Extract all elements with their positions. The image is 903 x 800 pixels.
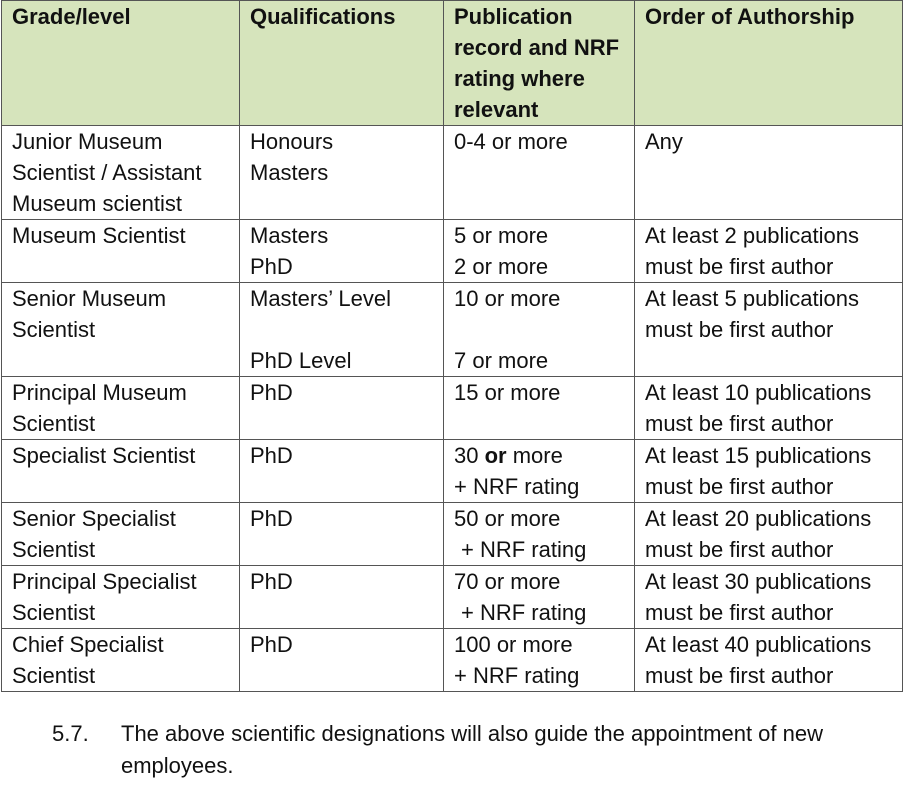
- section-text: The above scientific designations will also guide the appointment of new employees.: [121, 721, 823, 778]
- authorship-line: At least 20 publications: [645, 506, 872, 531]
- publication-line: 2 or more: [454, 254, 549, 279]
- authorship-cell: [635, 377, 903, 440]
- publication-emphasis: or: [484, 443, 507, 468]
- publication-line: 5 or more: [454, 223, 549, 248]
- grade-cell: [2, 629, 240, 692]
- scientific-designations-table: [1, 0, 903, 692]
- grade-line: Chief Specialist: [12, 632, 164, 657]
- publication-cell: [444, 440, 635, 503]
- header-publication-line: Publication: [454, 4, 573, 29]
- authorship-line: must be first author: [645, 411, 834, 436]
- authorship-line: At least 2 publications: [645, 223, 860, 248]
- publication-cell: [444, 377, 635, 440]
- table-row: [2, 440, 903, 503]
- authorship-cell: [635, 283, 903, 377]
- header-grade-level: Grade/level: [2, 1, 240, 126]
- publication-cell: [444, 220, 635, 283]
- publication-count: 30: [454, 443, 485, 468]
- qualification-cell: [240, 440, 444, 503]
- grade-cell: [2, 126, 240, 220]
- publication-cell: [444, 629, 635, 692]
- publication-line: 15 or more: [454, 380, 561, 405]
- publication-line: + NRF rating: [461, 537, 587, 562]
- grade-cell: [2, 283, 240, 377]
- qualification-cell: [240, 377, 444, 440]
- grade-line: Scientist: [12, 663, 96, 688]
- grade-line: Specialist Scientist: [12, 443, 196, 468]
- publication-line: + NRF rating: [454, 663, 580, 688]
- grade-line: Scientist: [12, 537, 96, 562]
- grade-cell: [2, 566, 240, 629]
- publication-line: + NRF rating: [454, 474, 580, 499]
- authorship-cell: [635, 126, 903, 220]
- publication-line: 100 or more: [454, 632, 573, 657]
- authorship-line: must be first author: [645, 317, 834, 342]
- authorship-line: must be first author: [645, 254, 834, 279]
- authorship-line: At least 5 publications: [645, 286, 860, 311]
- qualification-cell: [240, 629, 444, 692]
- spacer: [454, 314, 630, 345]
- header-order-of-authorship: Order of Authorship: [635, 1, 903, 126]
- qualification-line: PhD: [250, 632, 293, 657]
- qualification-line: PhD: [250, 380, 293, 405]
- publication-line: 10 or more: [454, 286, 561, 311]
- grade-line: Museum scientist: [12, 191, 182, 216]
- publication-line: + NRF rating: [461, 600, 587, 625]
- publication-line: 70 or more: [454, 569, 561, 594]
- authorship-line: must be first author: [645, 474, 834, 499]
- qualification-cell: [240, 566, 444, 629]
- header-publication-line: NRF rating: [454, 35, 620, 91]
- authorship-line: At least 30 publications: [645, 569, 872, 594]
- authorship-line: must be first author: [645, 663, 834, 688]
- table-row: [2, 503, 903, 566]
- qualification-line: Masters’ Level: [250, 286, 392, 311]
- qualification-line: PhD Level: [250, 348, 352, 373]
- authorship-cell: [635, 503, 903, 566]
- grade-cell: [2, 503, 240, 566]
- grade-line: Principal Specialist: [12, 569, 197, 594]
- header-publication-line: where relevant: [454, 66, 585, 122]
- qualification-line: PhD: [250, 569, 293, 594]
- authorship-line: At least 15 publications: [645, 443, 872, 468]
- publication-line: [454, 440, 630, 471]
- qualification-cell: [240, 503, 444, 566]
- table-row: [2, 377, 903, 440]
- qualification-cell: [240, 283, 444, 377]
- qualification-cell: [240, 126, 444, 220]
- publication-line: 50 or more: [454, 506, 561, 531]
- header-publication-line: record and: [454, 35, 568, 60]
- publication-suffix: more: [506, 443, 563, 468]
- header-qualifications: Qualifications: [240, 1, 444, 126]
- grade-line: Scientist: [12, 411, 96, 436]
- table-row: [2, 220, 903, 283]
- authorship-line: must be first author: [645, 537, 834, 562]
- grade-line: Principal Museum: [12, 380, 187, 405]
- authorship-cell: [635, 566, 903, 629]
- authorship-cell: [635, 440, 903, 503]
- authorship-line: must be first author: [645, 600, 834, 625]
- qualification-line: Masters: [250, 223, 329, 248]
- qualification-line: PhD: [250, 254, 293, 279]
- table-row: [2, 283, 903, 377]
- qualification-line: Masters: [250, 160, 329, 185]
- header-publication-record: [444, 1, 635, 126]
- publication-line: 7 or more: [454, 348, 549, 373]
- qualification-line: PhD: [250, 443, 293, 468]
- authorship-line: At least 40 publications: [645, 632, 872, 657]
- spacer: [250, 314, 439, 345]
- authorship-cell: [635, 629, 903, 692]
- grade-cell: [2, 220, 240, 283]
- table-row: [2, 566, 903, 629]
- authorship-line: At least 10 publications: [645, 380, 872, 405]
- table-header-row: [2, 1, 903, 126]
- grade-line: Scientist: [12, 600, 96, 625]
- publication-cell: [444, 126, 635, 220]
- grade-cell: [2, 440, 240, 503]
- grade-cell: [2, 377, 240, 440]
- grade-line: Senior Museum: [12, 286, 167, 311]
- grade-line: Scientist / Assistant: [12, 160, 202, 185]
- publication-cell: [444, 283, 635, 377]
- table-row: [2, 629, 903, 692]
- section-number: 5.7.: [52, 721, 89, 746]
- authorship-line: Any: [645, 129, 683, 154]
- grade-line: Senior Specialist: [12, 506, 176, 531]
- publication-line: 0-4 or more: [454, 129, 568, 154]
- qualification-line: PhD: [250, 506, 293, 531]
- grade-line: Junior Museum: [12, 129, 163, 154]
- publication-cell: [444, 566, 635, 629]
- table-row: [2, 126, 903, 220]
- authorship-cell: [635, 220, 903, 283]
- grade-line: Scientist: [12, 317, 96, 342]
- qualification-cell: [240, 220, 444, 283]
- qualification-line: Honours: [250, 129, 334, 154]
- grade-line: Museum Scientist: [12, 223, 186, 248]
- publication-cell: [444, 503, 635, 566]
